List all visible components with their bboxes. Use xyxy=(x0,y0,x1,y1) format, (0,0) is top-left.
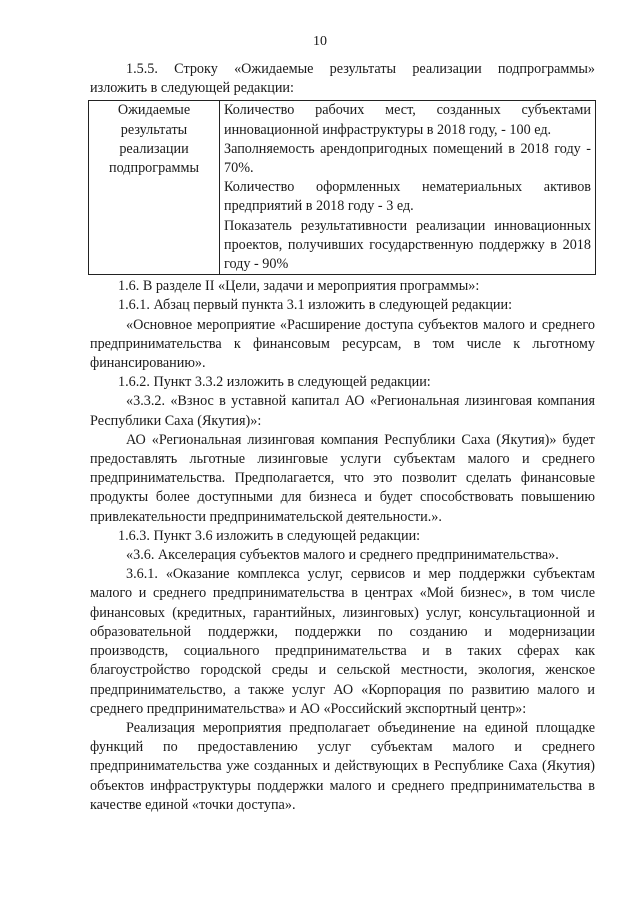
table-item: Показатель результативности реализации инновационных проектов, получивших государственную поддержку в 2018 году - 90% xyxy=(224,217,591,273)
page-number: 10 xyxy=(313,34,327,49)
expected-results-table xyxy=(88,100,596,275)
intro-line-1: 1.5.5. Строку «Ожидаемые результаты реализации подпрограммы» xyxy=(126,61,595,77)
paragraph: 1.6.1. Абзац первый пункта 3.1 изложить в следующей редакции: xyxy=(118,297,513,314)
document-body xyxy=(90,60,595,815)
table-item: Заполняемость арендопригодных помещений в 2018 году - 70%. xyxy=(224,140,591,177)
paragraph: Реализация мероприятия предполагает объединение на единой площадке функций по предоставлению услуг субъектам малого и среднего предпринимательства уже созданных и действующих в Республике Саха (Якутия) объектов инфраструктуры поддержки малого и среднего предпринимательства в качестве единой «точки доступа». xyxy=(90,719,595,813)
paragraph: «Основное мероприятие «Расширение доступа субъектов малого и среднего предпринимательства к финансовым ресурсам, в том числе к льготному финансированию». xyxy=(90,316,595,372)
table-values-cell xyxy=(220,101,596,275)
table-item: Количество рабочих мест, созданных субъектами инновационной инфраструктуры в 2018 году, - 100 ед. xyxy=(224,102,591,138)
table-label-cell: Ожидаемые результаты реализации подпрограммы xyxy=(89,101,220,275)
intro-line-2: изложить в следующей редакции: xyxy=(90,80,294,97)
table-item: Количество оформленных нематериальных активов предприятий в 2018 году - 3 ед. xyxy=(224,179,591,215)
paragraph: «3.3.2. «Взнос в уставной капитал АО «Региональная лизинговая компания Республики Саха (Якутия)»: xyxy=(90,393,595,429)
paragraph: АО «Региональная лизинговая компания Республики Саха (Якутия)» будет предоставлять льготные лизинговые услуги субъектам малого и среднего предпринимательства. Предполагается, что это позволит сделать финансовые продукты более доступными для бизнеса и будет способствовать повышению привлекательности предпринимательской деятельности.». xyxy=(90,431,595,525)
paragraph: 1.6.2. Пункт 3.3.2 изложить в следующей редакции: xyxy=(118,374,431,391)
paragraph: 3.6.1. «Оказание комплекса услуг, сервисов и мер поддержки субъектам малого и среднего предпринимательства в центрах «Мой бизнес», в том числе финансовых (кредитных, гарантийных, лизинговых) услуг, консультационной и образовательной поддержки, поддержки по созданию и модернизации производств, социального предпринимательства и в таких сферах как благоустройство городской среды и сельской местности, экология, женское предпринимательство, а также услуг АО «Корпорация по развитию малого и среднего предпринимательства» и АО «Российский экспортный центр»: xyxy=(90,566,595,717)
paragraph: 1.6.3. Пункт 3.6 изложить в следующей редакции: xyxy=(118,527,421,544)
paragraph: «3.6. Акселерация субъектов малого и среднего предпринимательства». xyxy=(126,547,559,564)
paragraph: 1.6. В разделе II «Цели, задачи и мероприятия программы»: xyxy=(118,278,480,295)
